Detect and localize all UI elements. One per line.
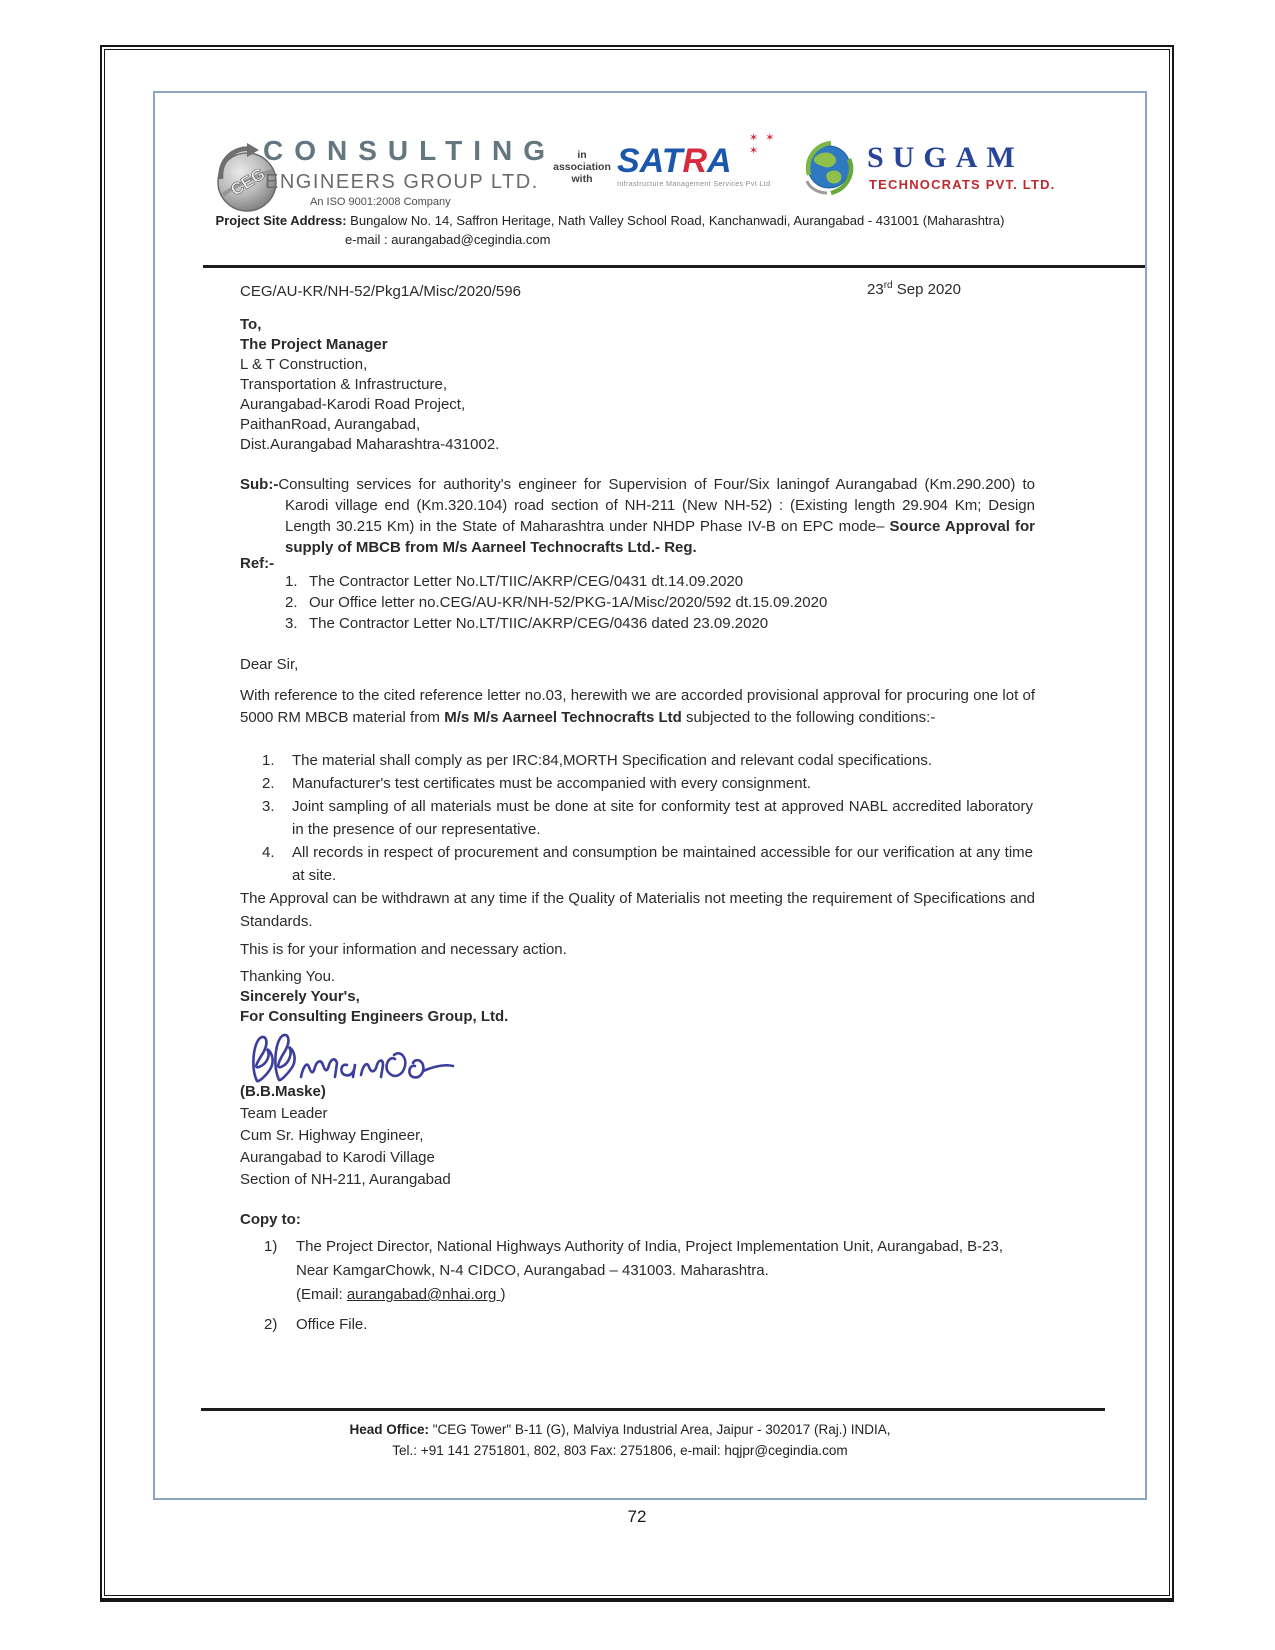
satra-tagline: Infrastructure Management Services Pvt Ltd: [617, 181, 771, 188]
condition-item: 3. Joint sampling of all materials must be done at site for conformity test at approved NABL accredited laboratory in the presence of our representative.: [262, 798, 1033, 838]
sugam-globe-icon: [797, 135, 861, 199]
recipient-line: To,: [240, 316, 262, 333]
reference-item: 1. The Contractor Letter No.LT/TIIC/AKRP/CEG/0431 dt.14.09.2020: [285, 573, 744, 590]
signatory-block: [240, 1081, 451, 1191]
satra-logo: [617, 132, 782, 188]
header-divider: [203, 265, 1145, 268]
subject-bold-part: Source Approval for supply of MBCB from M/s Aarneel Technocrafts Ltd.- Reg.: [285, 518, 1035, 556]
header-email: e-mail : aurangabad@cegindia.com: [345, 232, 551, 247]
company-subname: ENGINEERS GROUP LTD.: [265, 171, 539, 193]
condition-item: 2. Manufacturer's test certificates must be accompanied with every consignment.: [262, 775, 811, 792]
head-office-label: Head Office:: [349, 1422, 430, 1437]
iso-certification: An ISO 9001:2008 Company: [310, 196, 451, 208]
condition-item: 1. The material shall comply as per IRC:84,MORTH Specification and relevant codal specifications.: [262, 752, 933, 769]
footer-address-line: Head Office: "CEG Tower" B-11 (G), Malviya Industrial Area, Jaipur - 302017 (Raj.) INDIA,: [349, 1422, 891, 1437]
supplier-name-bold: M/s M/s Aarneel Technocrafts Ltd: [444, 709, 682, 726]
references-list: [285, 571, 827, 634]
copy-item: 1) The Project Director, National Highways Authority of India, Project Implementation Unit, Aurangabad, B-23, Near KamgarChowk, N-4 CIDCO, Aurangabad – 431003. Maharashtra. (Email: aurangabad@nhai.org ): [264, 1238, 1004, 1303]
project-site-address: Project Site Address: Bungalow No. 14, Saffron Heritage, Nath Valley School Road, Kanchanwadi, Aurangabad - 431001 (Maharashtra): [215, 213, 1005, 228]
recipient-line: PaithanRoad, Aurangabad,: [240, 416, 421, 433]
letter-ref-number: CEG/AU-KR/NH-52/Pkg1A/Misc/2020/596: [240, 283, 521, 300]
body-paragraph-1: With reference to the cited reference letter no.03, herewith we are accorded provisional approval for procuring one lot of 5000 RM MBCB material from M/s M/s Aarneel Technocrafts Ltd subjected to the following conditions:-: [240, 687, 1035, 726]
copy-item: 2) Office File.: [264, 1316, 368, 1333]
body-paragraph-2: The Approval can be withdrawn at any time if the Quality of Materialis not meeting the requirement of Specifications and Standards.: [240, 890, 1035, 930]
footer-head-office: [155, 1419, 1085, 1461]
satra-stars-icon: ✶ ✶ ✶: [749, 132, 777, 157]
sincerely-line: Sincerely Your's,: [240, 988, 360, 1005]
thanks-line: Thanking You.: [240, 968, 336, 985]
reference-item: 2. Our Office letter no.CEG/AU-KR/NH-52/PKG-1A/Misc/2020/592 dt.15.09.2020: [285, 594, 828, 611]
for-company-line: For Consulting Engineers Group, Ltd.: [240, 1008, 509, 1025]
conditions-list: [262, 749, 1033, 887]
page-number: 72: [627, 1507, 647, 1526]
recipient-line: Transportation & Infrastructure,: [240, 376, 448, 393]
footer-divider: [201, 1408, 1105, 1411]
signatory-title: Section of NH-211, Aurangabad: [240, 1171, 451, 1188]
company-name: CONSULTING: [263, 135, 557, 166]
references-label: Ref:-: [240, 555, 275, 572]
closing-block: [240, 967, 508, 1027]
subject-line: Sub:-Consulting services for authority's engineer for Supervision of Four/Six laningof Aurangabad (Km.290.200) to Karodi village end (Km.320.104) road section of NH-211 (New NH-52) : (Existing length 29.904 Km; Design Length 30.215 Km) in the State of Maharashtra under NHDP Phase IV-B on EPC mode– Source Approval for supply of MBCB from M/s Aarneel Technocrafts Ltd.- Reg.: [240, 476, 1035, 556]
signatory-title: Team Leader: [240, 1105, 328, 1122]
copy-to-list: [264, 1235, 1034, 1337]
footer-tel-line: Tel.: +91 141 2751801, 802, 803 Fax: 2751806, e-mail: hqjpr@cegindia.com: [392, 1443, 848, 1458]
recipient-address: [240, 315, 499, 455]
letter-date: 23rd Sep 2020: [867, 280, 961, 298]
address-label: Project Site Address:: [215, 213, 347, 228]
nhai-email: aurangabad@nhai.org: [346, 1286, 501, 1303]
sugam-subtitle: TECHNOCRATS PVT. LTD.: [869, 177, 1056, 192]
satra-red-letter: R: [682, 142, 708, 180]
body-paragraph-3: This is for your information and necessary action.: [240, 941, 567, 958]
signatory-name: (B.B.Maske): [240, 1083, 326, 1100]
recipient-line: L & T Construction,: [240, 356, 368, 373]
recipient-line: The Project Manager: [240, 336, 388, 353]
document-frame: [100, 45, 1174, 1602]
satra-wordmark: SATRA: [617, 142, 732, 180]
recipient-line: Aurangabad-Karodi Road Project,: [240, 396, 466, 413]
copy-to-label: Copy to:: [240, 1211, 301, 1228]
association-text: in association with: [553, 149, 611, 185]
condition-item: 4. All records in respect of procurement and consumption be maintained accessible for our verification at any time at site.: [262, 844, 1033, 884]
salutation: Dear Sir,: [240, 656, 299, 673]
signatory-title: Cum Sr. Highway Engineer,: [240, 1127, 424, 1144]
reference-item: 3. The Contractor Letter No.LT/TIIC/AKRP/CEG/0436 dated 23.09.2020: [285, 615, 769, 632]
ceg-logo-text: CEG: [227, 164, 269, 200]
letter-scan: [153, 91, 1147, 1500]
subject-label: Sub:-: [240, 476, 279, 493]
sugam-wordmark: SUGAM: [867, 141, 1024, 174]
recipient-line: Dist.Aurangabad Maharashtra-431002.: [240, 436, 500, 453]
signatory-title: Aurangabad to Karodi Village: [240, 1149, 435, 1166]
